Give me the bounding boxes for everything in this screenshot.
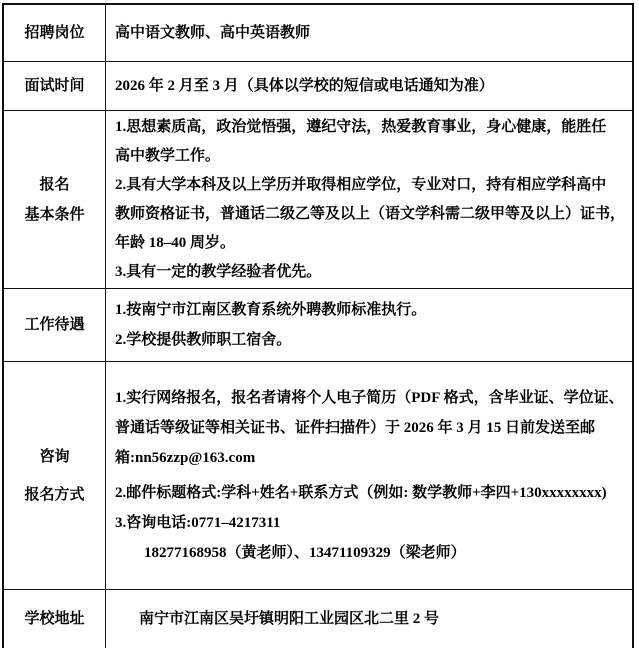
content-line: 3.具有一定的教学经验者优先。 xyxy=(115,263,322,280)
label-cell-benefits xyxy=(3,289,106,362)
contact-phone-landline: 3.咨询电话:0771–4217311 xyxy=(115,515,281,531)
label-cell-application-contact xyxy=(3,362,106,590)
content-line: 高中教学工作。 xyxy=(115,147,221,164)
content-cell-interview-time xyxy=(106,62,634,111)
table-row-application-contact xyxy=(3,362,633,590)
content-line: 普通话等级证等相关证书、证件扫描件）于 2026 年 3 月 15 日前发送至邮 xyxy=(115,420,596,436)
label-cell-school-address xyxy=(3,590,106,648)
label-cell-position xyxy=(3,4,106,62)
row-label: 面试时间 xyxy=(24,78,85,94)
table-row-position xyxy=(3,4,633,62)
content-line: 教师资格证书，普通话二级乙等及以上（语文学科需二级甲等及以上）证书， xyxy=(115,205,626,222)
table-row-benefits xyxy=(3,289,633,362)
row-label: 招聘岗位 xyxy=(24,25,85,41)
content-line: 2.具有大学本科及以上学历并取得相应学位，专业对口，持有相应学科高中 xyxy=(115,176,607,193)
content-line: 1.实行网络报名，报名者请将个人电子简历（PDF 格式，含毕业证、学位证、 xyxy=(115,390,624,406)
content-line: 2.邮件标题格式:学科+姓名+联系方式（例如: 数学教师+李四+130xxxxxxxx) xyxy=(115,485,607,501)
content-cell-school-address xyxy=(106,590,634,648)
label-cell-interview-time xyxy=(3,62,106,111)
content-line: 1.按南宁市江南区教育系统外聘教师标准执行。 xyxy=(115,302,427,318)
label-cell-requirements xyxy=(3,111,106,289)
content-line: 2.学校提供教师职工宿舍。 xyxy=(115,332,292,348)
content-cell-requirements xyxy=(106,111,634,289)
row-label: 基本条件 xyxy=(24,206,85,223)
school-address: 南宁市江南区吴圩镇明阳工业园区北二里 2 号 xyxy=(139,611,440,627)
table-row-school-address xyxy=(3,590,633,648)
row-label: 报名方式 xyxy=(24,486,85,503)
row-label: 咨询 xyxy=(39,448,70,465)
content-line: 高中语文教师、高中英语教师 xyxy=(115,25,311,41)
row-label: 学校地址 xyxy=(24,611,85,627)
recruitment-info-table xyxy=(2,3,634,648)
content-line: 1.思想素质高，政治觉悟强，遵纪守法，热爱教育事业，身心健康，能胜任 xyxy=(115,118,607,135)
content-line: 年龄 18–40 周岁。 xyxy=(115,234,236,251)
application-email: 箱:nn56zzp@163.com xyxy=(115,450,256,466)
contact-phone-mobiles: 18277168958（黄老师）、13471109329（梁老师） xyxy=(144,545,466,561)
content-cell-benefits xyxy=(106,289,634,362)
content-cell-position xyxy=(106,4,634,62)
content-line: 2026 年 2 月至 3 月（具体以学校的短信或电话通知为准） xyxy=(115,78,494,94)
table-row-interview-time xyxy=(3,62,633,111)
row-label: 工作待遇 xyxy=(24,317,85,333)
table-row-requirements xyxy=(3,111,633,289)
row-label: 报名 xyxy=(39,176,70,193)
content-cell-application-contact xyxy=(106,362,634,590)
